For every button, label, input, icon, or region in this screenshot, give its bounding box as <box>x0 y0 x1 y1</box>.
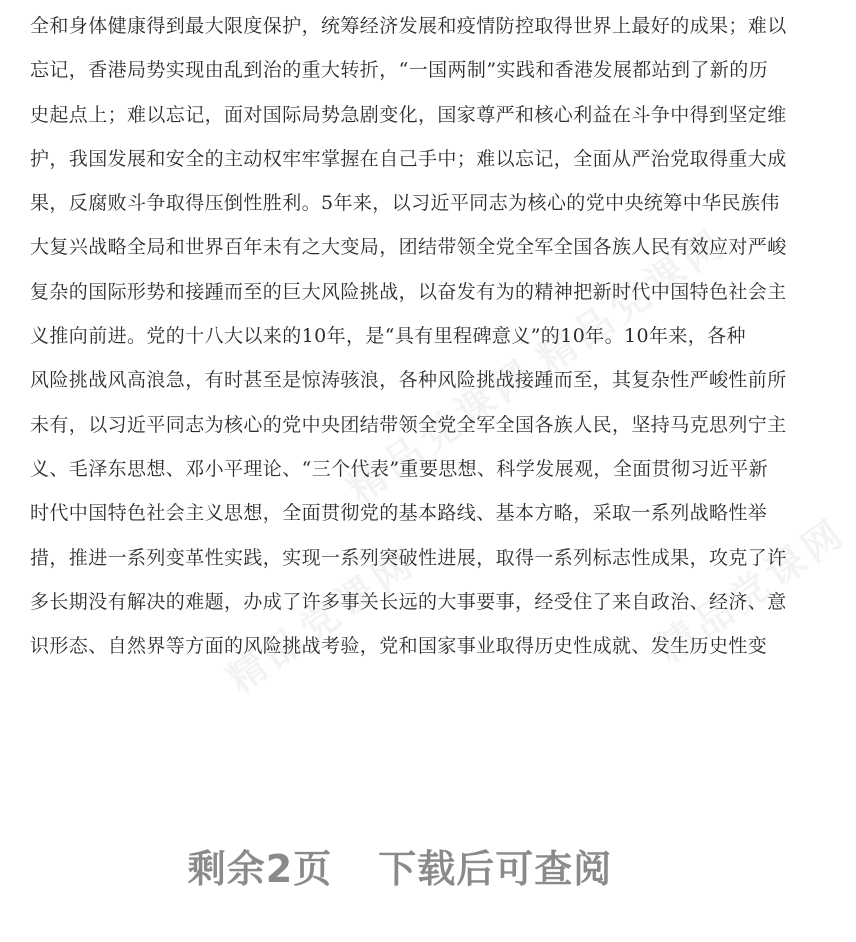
document-body <box>30 0 787 668</box>
text-line: 风险挑战风高浪急，有时甚至是惊涛骇浪，各种风险挑战接踵而至，其复杂性严峻性前所 <box>30 369 787 392</box>
text-line: 果，反腐败斗争取得压倒性胜利。5年来，以习近平同志为核心的党中央统筹中华民族伟 <box>30 192 780 215</box>
text-line: 时代中国特色社会主义思想，全面贯彻党的基本路线、基本方略，采取一系列战略性举 <box>30 502 768 525</box>
watermark-2: 精品党课网 <box>219 539 425 702</box>
remaining-pages-label: 剩余2页 <box>187 847 333 891</box>
text-line: 全和身体健康得到最大限度保护，统筹经济发展和疫情防控取得世界上最好的成果；难以 <box>30 15 787 37</box>
text-line: 义推向前进。党的十八大以来的10年，是“具有里程碑意义”的10年。10年来，各种 <box>30 325 746 348</box>
watermark-4: 精品党课网 <box>649 509 855 672</box>
text-line: 忘记，香港局势实现由乱到治的重大转折，“一国两制”实践和香港发展都站到了新的历 <box>30 59 769 82</box>
text-line: 未有，以习近平同志为核心的党中央团结带领全党全军全国各族人民，坚持马克思列宁主 <box>30 413 787 436</box>
text-line: 措，推进一系列变革性实践，实现一系列突破性进展，取得一系列标志性成果，攻克了许 <box>30 546 787 569</box>
text-line: 复杂的国际形势和接踵而至的巨大风险挑战，以奋发有为的精神把新时代中国特色社会主 <box>30 280 787 303</box>
download-prompt-banner[interactable] <box>0 838 800 893</box>
text-line: 大复兴战略全局和世界百年未有之大变局，团结带领全党全军全国各族人民有效应对严峻 <box>30 236 787 259</box>
text-line: 识形态、自然界等方面的风险挑战考验，党和国家事业取得历史性成就、发生历史性变 <box>30 635 768 658</box>
watermark-1: 精品党课网 <box>529 219 735 382</box>
download-to-view-label: 下载后可查阅 <box>378 847 613 891</box>
text-line: 护，我国发展和安全的主动权牢牢掌握在自己手中；难以忘记，全面从严治党取得重大成 <box>30 147 787 170</box>
text-line: 多长期没有解决的难题，办成了许多事关长远的大事要事，经受住了来自政治、经济、意 <box>30 590 787 613</box>
text-line: 义、毛泽东思想、邓小平理论、“三个代表”重要思想、科学发展观，全面贯彻习近平新 <box>30 457 769 480</box>
text-line: 史起点上；难以忘记，面对国际局势急剧变化，国家尊严和核心利益在斗争中得到坚定维 <box>30 103 787 126</box>
watermark-3: 精品党课网 <box>339 349 545 512</box>
